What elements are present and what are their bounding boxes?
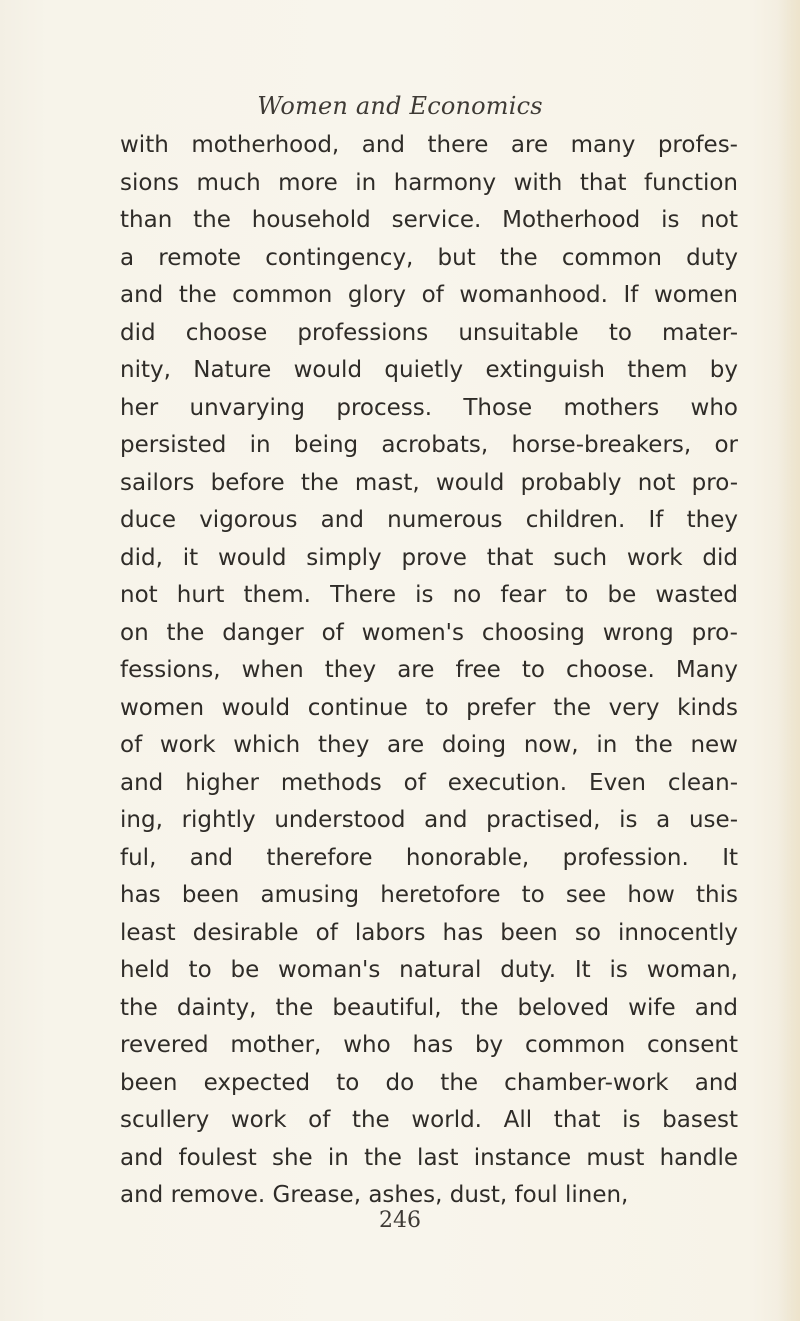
text-line: of work which they are doing now, in the new [120,732,738,758]
text-line: fessions, when they are free to choose. Many [120,657,738,683]
text-line: sions much more in harmony with that function [120,169,738,196]
text-line: least desirable of labors has been so innocently [120,919,738,946]
text-line: sailors before the mast, would probably not pro- [120,469,738,496]
text-line: did choose professions unsuitable to mater- [120,319,738,346]
text-line: her unvarying process. Those mothers who [120,394,738,421]
text-line: not hurt them. There is no fear to be wasted [120,582,738,608]
text-line: ing, rightly understood and practised, is a use- [120,807,738,833]
text-line: and higher methods of execution. Even clean- [120,769,738,796]
text-line: and remove. Grease, ashes, dust, foul linen, [120,1182,629,1208]
text-line: a remote contingency, but the common duty [120,244,738,271]
text-line: and the common glory of womanhood. If women [120,282,738,308]
text-line: ful, and therefore honorable, profession. It [120,844,738,871]
text-line: persisted in being acrobats, horse-breakers, or [120,432,738,458]
text-line: nity, Nature would quietly extinguish them by [120,357,738,383]
text-line: duce vigorous and numerous children. If they [120,507,738,533]
page-edge-shadow [778,0,800,1321]
text-line: has been amusing heretofore to see how this [120,882,738,908]
text-line: been expected to do the chamber-work and [120,1069,738,1096]
text-line: women would continue to prefer the very kinds [120,694,738,721]
body-text [120,127,738,1215]
text-line: held to be woman's natural duty. It is woman, [120,957,738,983]
text-line: on the danger of women's choosing wrong pro- [120,619,738,646]
text-line: and foulest she in the last instance must handle [120,1144,738,1171]
text-line: did, it would simply prove that such work did [120,544,738,571]
text-line: the dainty, the beautiful, the beloved wife and [120,994,738,1021]
page-number: 246 [379,1208,421,1233]
running-head: Women and Economics [257,92,543,120]
text-line: revered mother, who has by common consent [120,1032,738,1058]
text-line: with motherhood, and there are many profes- [120,132,738,158]
text-line: scullery work of the world. All that is basest [120,1107,738,1133]
text-line: than the household service. Motherhood is not [120,207,738,233]
